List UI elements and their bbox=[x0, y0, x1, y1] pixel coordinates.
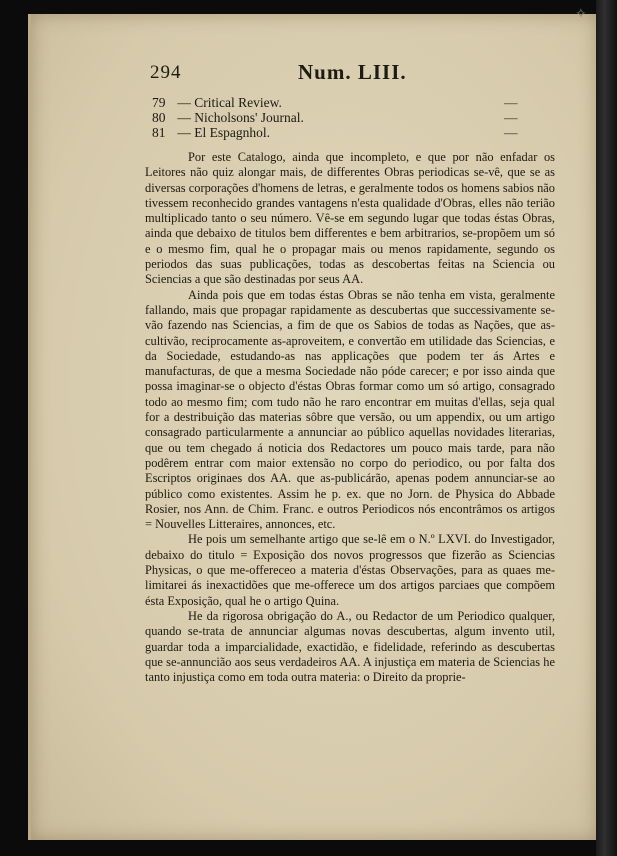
page-number: 294 bbox=[150, 62, 182, 83]
paragraph: Por este Catalogo, ainda que incompleto, e que por não enfadar os Leitores não quiz alongar mais, de differentes Obras periodicas se-vê, que se as diversas corporações d'homens de letras, e geralmente todos os homens sabios não tivessem reconhecido grandes vantagens n'esta qualidade d'Obras, elles não terião multiplicado tanto o seu número. Vê-se em segundo lugar que todas éstas Obras, ainda que debaixo de titulos bem differentes e bem arbitrarios, se-propõem um só e o mesmo fim, qual he o propagar mais ou menos rapidamente, segundo os periodos das suas publicações, todas as descobertas feitas na Sciencia ou Sciencias a que são destinadas por seus AA. bbox=[145, 150, 555, 287]
catalog-entry bbox=[152, 125, 552, 140]
paragraph: Ainda pois que em todas éstas Obras se não tenha em vista, geralmente fallando, mais que propagar rapidamente as descubertas que successivamente se-vão fazendo nas Sciencias, a fim de que os Sabios de todas as Nações, que as-cultivão, reciprocamente as-aproveitem, e convertão em utilidade das Sciencias, e da Sociedade, estudando-as nas applicações que podem ter ás Artes e manufacturas, de que a mesma Sociedade não póde carecer; e por isso ainda que possa imaginar-se o objecto d'éstas Obras formar como um só artigo, consagrado todo ao mesmo fim; com tudo não he raro encontrar em muitas d'ellas, seja qual for a destribuição das materias sôbre que versão, ou um appendix, ou um artigo consagrado particularmente a annunciar ao público aquellas novidades literarias, que ou tem chegado á noticia dos Redactores um pouco mais tarde, para não podêrem entrar com maior extensão no corpo do periodico, ou por falta dos Escriptos originaes dos AA. que as-publicárão, apenas podem annunciar-se ao público como existentes. Assim he p. ex. que no Jorn. de Physica do Abbade Rosier, nos Ann. de Chim. Franc. e outros Periodicos nós encontrâmos os artigos = Nouvelles Litteraires, annonces, etc. bbox=[145, 287, 555, 532]
paragraph: He da rigorosa obrigação do A., ou Redactor de um Periodico qualquer, quando se-trata de annunciar algumas novas descubertas, algum invento util, guardar toda a imparcialidade, exactidão, e fidelidade, referindo as descubertas que se-annuncião aos seus verdadeiros AA. A injustiça em materia de Sciencias he tanto injustiça como em toda outra materia: o Direito da proprie- bbox=[145, 608, 555, 685]
running-head: Num. LIII. bbox=[298, 60, 407, 84]
catalog-entry-number: 79 bbox=[152, 95, 166, 110]
body-text bbox=[145, 150, 555, 685]
paragraph: He pois um semelhante artigo que se-lê em o N.º LXVI. do Investigador, debaixo do titulo = Exposição dos novos progressos que fizerão as Sciencias Physicas, o que me-offereceo a materia d'éstas Observações, para as quaes me-limitarei ás inexactidões que me-offerece um dos artigos parciaes que compõem ésta Exposição, qual he o artigo Quina. bbox=[145, 532, 555, 608]
catalog-entry bbox=[152, 110, 552, 125]
catalog-entry-title: — Critical Review. bbox=[177, 95, 282, 110]
catalog-entry-title: — El Espagnhol. bbox=[177, 125, 270, 140]
page-header bbox=[150, 62, 570, 88]
catalog-list bbox=[152, 95, 552, 140]
catalog-entry-number: 80 bbox=[152, 110, 166, 125]
page-edge-shadow bbox=[596, 0, 617, 856]
corner-mark: ✧ bbox=[575, 7, 587, 22]
ditto-dash: — bbox=[504, 125, 518, 140]
ditto-dash: — bbox=[504, 110, 518, 125]
catalog-entry-number: 81 bbox=[152, 125, 166, 140]
catalog-entry-title: — Nicholsons' Journal. bbox=[177, 110, 304, 125]
catalog-entry bbox=[152, 95, 552, 110]
ditto-dash: — bbox=[504, 95, 518, 110]
